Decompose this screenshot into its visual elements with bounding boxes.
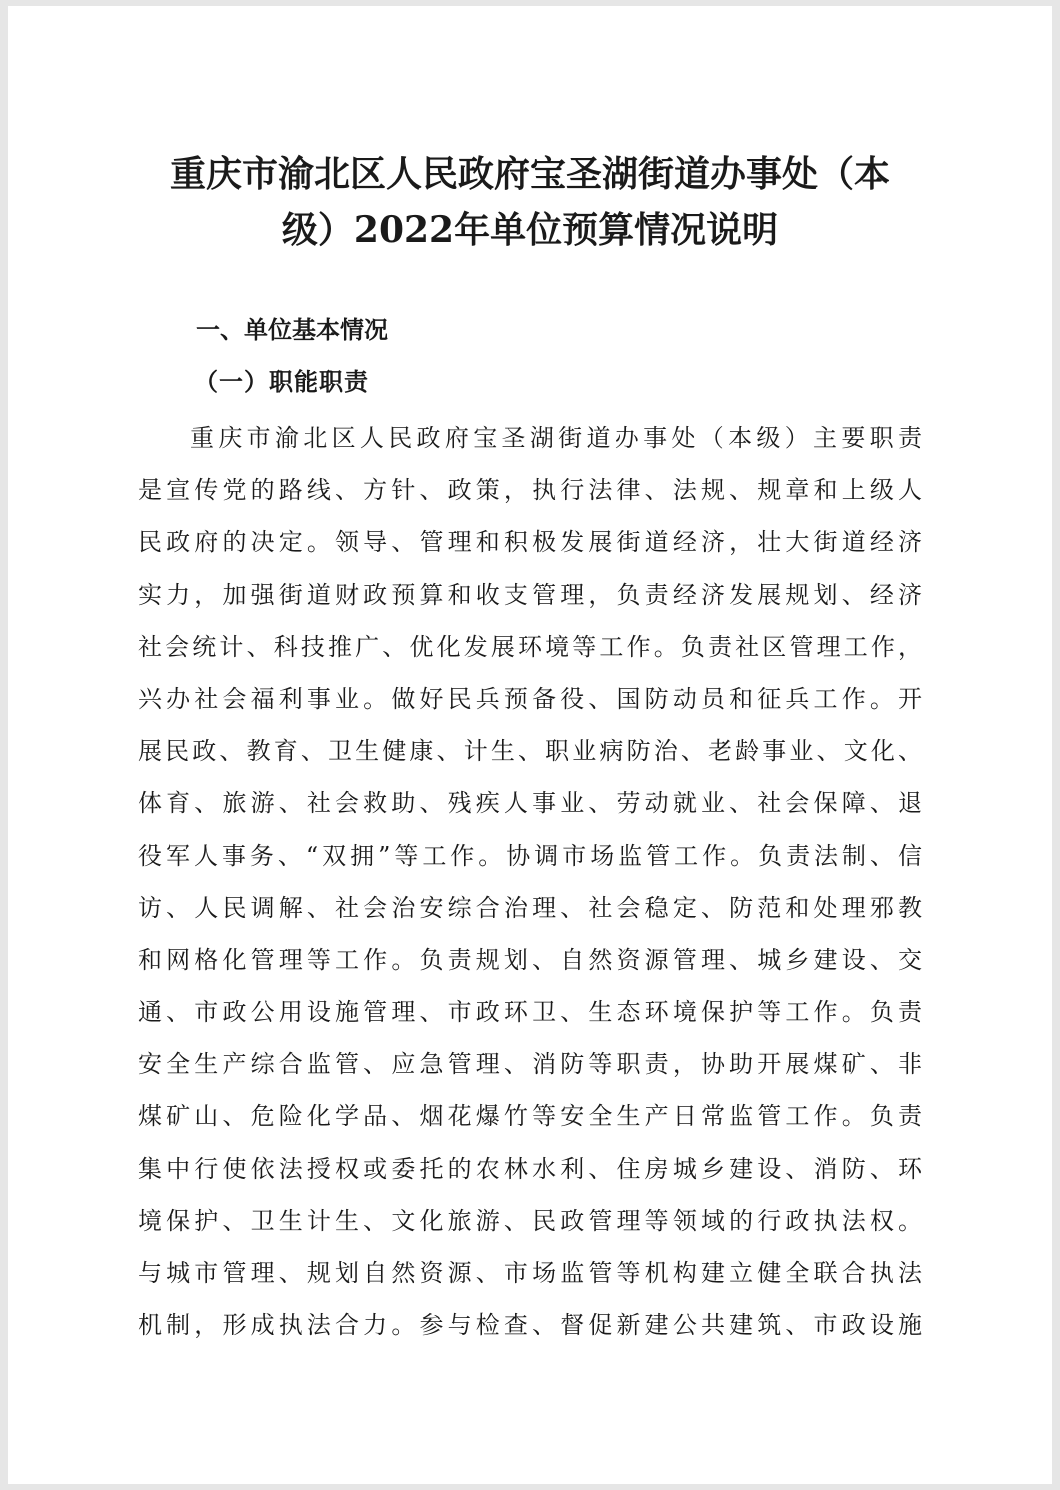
section-heading-basic-info: 一、单位基本情况 xyxy=(196,316,388,344)
paragraph-line: 集中行使依法授权或委托的农林水利、住房城乡建设、消防、环 xyxy=(138,1154,924,1183)
document-page xyxy=(8,6,1052,1484)
paragraph-line: 通、市政公用设施管理、市政环卫、生态环境保护等工作。负责 xyxy=(138,998,924,1027)
paragraph-line: 社会统计、科技推广、优化发展环境等工作。负责社区管理工作， xyxy=(138,632,924,661)
paragraph-line: 实力，加强街道财政预算和收支管理，负责经济发展规划、经济 xyxy=(138,580,924,609)
paragraph-line: 是宣传党的路线、方针、政策，执行法律、法规、规章和上级人 xyxy=(138,476,924,505)
paragraph-line: 体育、旅游、社会救助、残疾人事业、劳动就业、社会保障、退 xyxy=(138,789,924,818)
paragraph-line: 民政府的决定。领导、管理和积极发展街道经济，壮大街道经济 xyxy=(138,528,924,557)
paragraph-line: 展民政、教育、卫生健康、计生、职业病防治、老龄事业、文化、 xyxy=(138,737,924,766)
paragraph-line: 重庆市渝北区人民政府宝圣湖街道办事处（本级）主要职责 xyxy=(190,424,924,452)
subsection-heading-duties: （一）职能职责 xyxy=(194,367,369,396)
paragraph-line: 役军人事务、“双拥”等工作。协调市场监管工作。负责法制、信 xyxy=(138,841,924,870)
paragraph-line: 机制，形成执法合力。参与检查、督促新建公共建筑、市政设施 xyxy=(138,1311,924,1340)
paragraph-line: 和网格化管理等工作。负责规划、自然资源管理、城乡建设、交 xyxy=(138,945,924,974)
document-title xyxy=(8,146,1052,258)
paragraph-line: 境保护、卫生计生、文化旅游、民政管理等领域的行政执法权。 xyxy=(138,1206,924,1235)
title-line-1: 重庆市渝北区人民政府宝圣湖街道办事处（本 xyxy=(169,153,890,195)
paragraph-line: 兴办社会福利事业。做好民兵预备役、国防动员和征兵工作。开 xyxy=(138,684,924,713)
paragraph-line: 煤矿山、危险化学品、烟花爆竹等安全生产日常监管工作。负责 xyxy=(138,1102,924,1131)
paragraph-line: 访、人民调解、社会治安综合治理、社会稳定、防范和处理邪教 xyxy=(138,893,924,922)
title-line-2: 级）2022年单位预算情况说明 xyxy=(281,209,779,251)
duties-paragraph xyxy=(138,412,924,1351)
paragraph-line: 与城市管理、规划自然资源、市场监管等机构建立健全联合执法 xyxy=(138,1259,924,1287)
paragraph-line: 安全生产综合监管、应急管理、消防等职责，协助开展煤矿、非 xyxy=(138,1050,924,1079)
